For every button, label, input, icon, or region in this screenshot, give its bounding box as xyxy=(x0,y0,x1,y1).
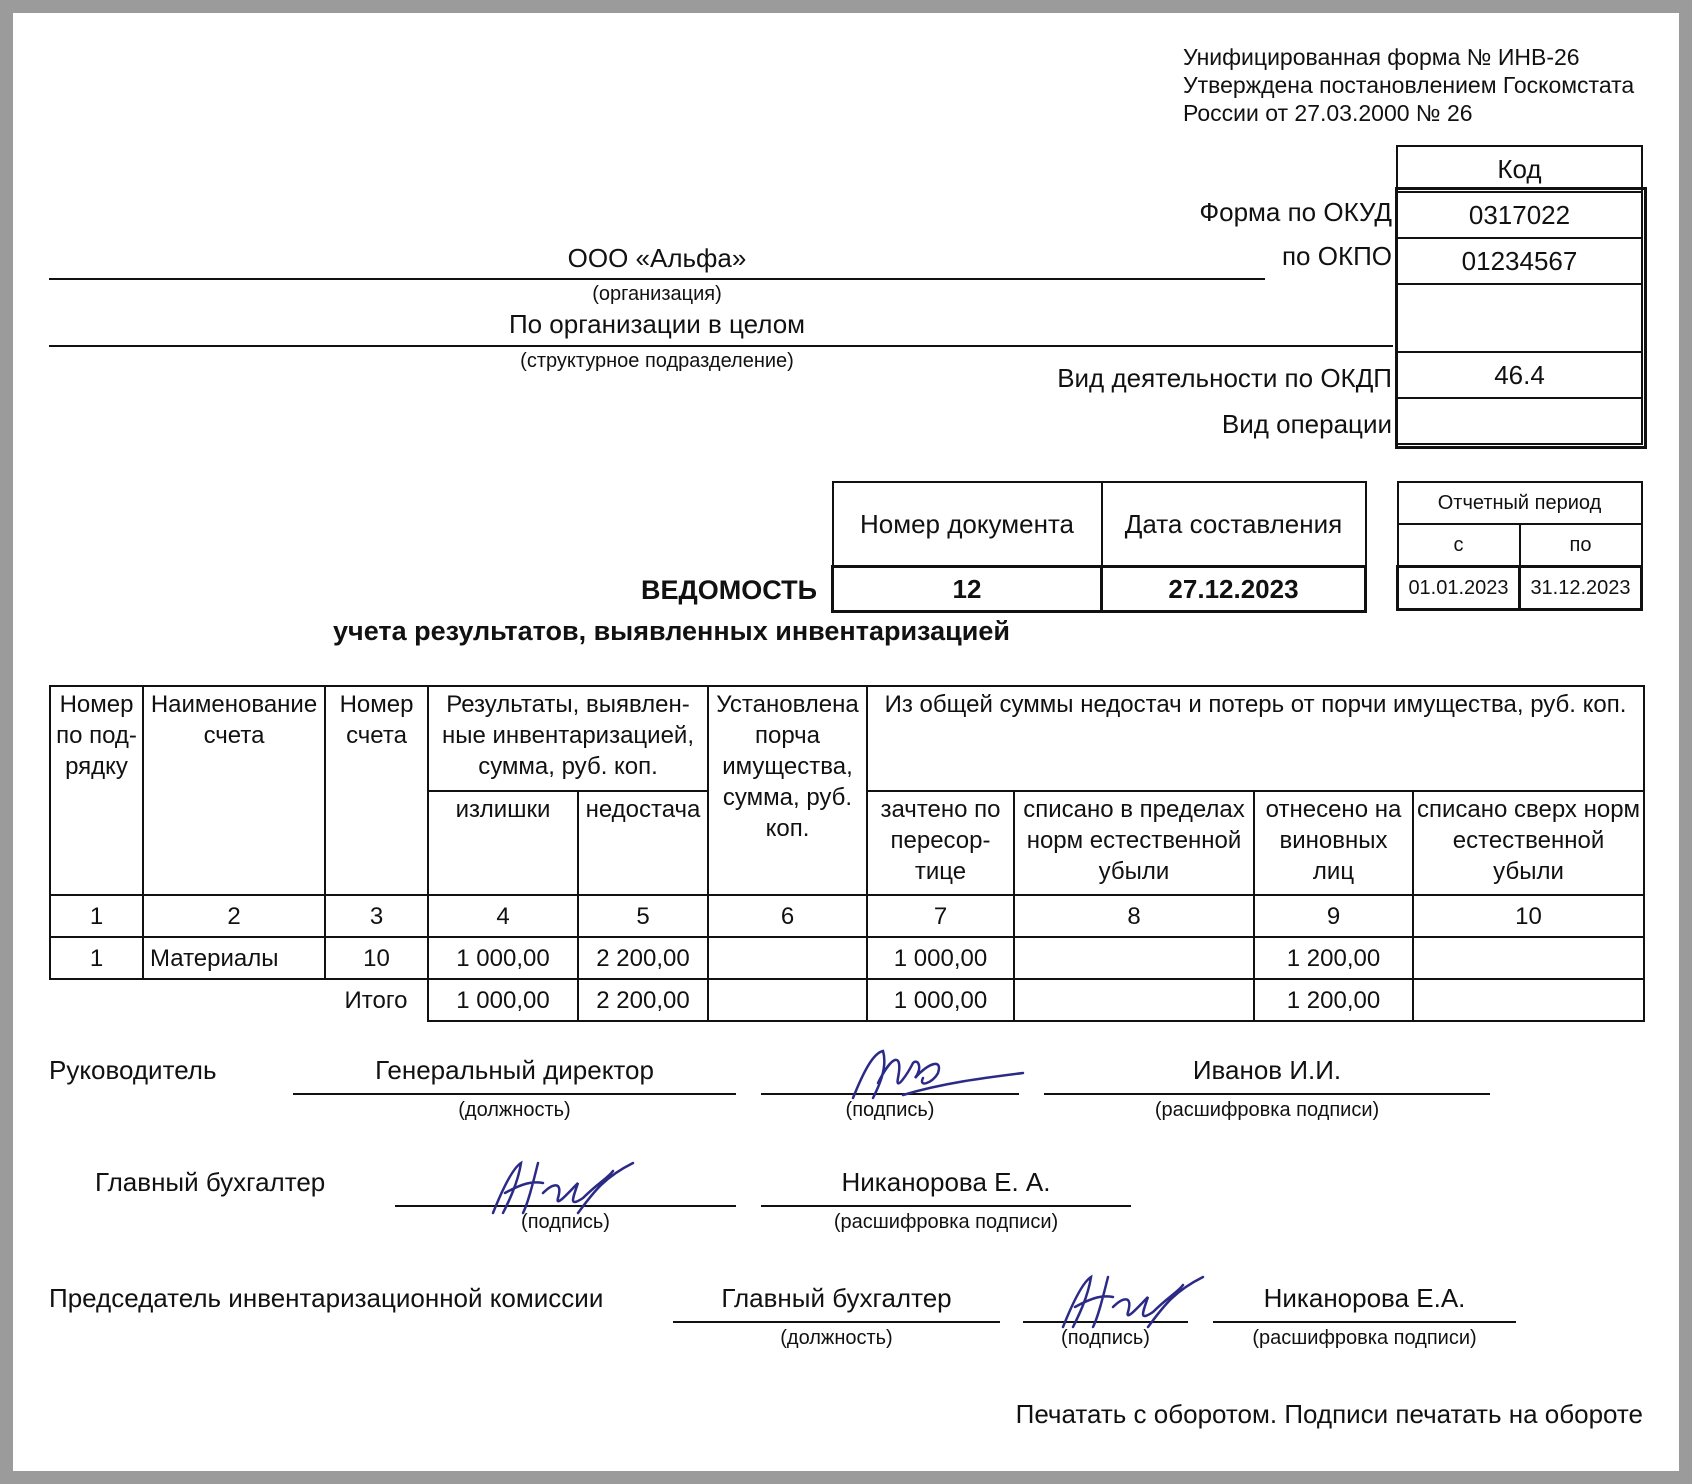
table-row xyxy=(50,937,1644,979)
period-label: Отчетный период xyxy=(1398,482,1642,524)
head-position: Генеральный директор xyxy=(375,1055,654,1085)
header-col-3: Номер счета xyxy=(325,686,428,895)
organization-caption: (организация) xyxy=(592,283,722,305)
commission-chair-position-line xyxy=(673,1321,1000,1323)
row-culprits: 1 200,00 xyxy=(1254,937,1413,979)
column-number: 9 xyxy=(1254,895,1413,937)
header-col-5: недостача xyxy=(578,791,708,895)
codes-table xyxy=(1396,145,1643,445)
head-signature-image xyxy=(843,1043,1033,1113)
total-culprits: 1 200,00 xyxy=(1254,979,1413,1021)
total-empty-2 xyxy=(143,979,325,1021)
column-number: 8 xyxy=(1014,895,1254,937)
row-within-norms xyxy=(1014,937,1254,979)
row-account-name: Материалы xyxy=(143,937,325,979)
footer-note: Печатать с оборотом. Подписи печатать на обороте xyxy=(1015,1399,1643,1429)
total-surplus: 1 000,00 xyxy=(428,979,578,1021)
row-number: 1 xyxy=(50,937,143,979)
form-header-line3: России от 27.03.2000 № 26 xyxy=(1183,100,1473,126)
doc-date-label: Дата составления xyxy=(1102,482,1366,567)
form-header-line2: Утверждена постановлением Госкомстата xyxy=(1183,72,1635,98)
column-number: 10 xyxy=(1413,895,1644,937)
total-damage xyxy=(708,979,867,1021)
document-title: ВЕДОМОСТЬ xyxy=(641,575,817,605)
period-to-value: 31.12.2023 xyxy=(1520,567,1642,610)
okpo-label: по ОКПО xyxy=(1281,241,1392,271)
head-position-line xyxy=(293,1093,736,1095)
commission-chair-label: Председатель инвентаризационной комиссии xyxy=(49,1283,604,1313)
total-empty-1 xyxy=(50,979,143,1021)
okud-value: 0317022 xyxy=(1397,192,1642,238)
operation-value xyxy=(1397,398,1642,444)
total-label: Итого xyxy=(325,979,428,1021)
division-line xyxy=(49,345,1393,347)
okdp-value: 46.4 xyxy=(1397,352,1642,398)
row-account-number: 10 xyxy=(325,937,428,979)
commission-chair-signature-image xyxy=(1053,1267,1213,1337)
column-number: 4 xyxy=(428,895,578,937)
column-number: 2 xyxy=(143,895,325,937)
okud-label: Форма по ОКУД xyxy=(1199,197,1392,227)
head-label: Руководитель xyxy=(49,1055,217,1085)
row-surplus: 1 000,00 xyxy=(428,937,578,979)
column-number: 1 xyxy=(50,895,143,937)
chief-accountant-label: Главный бухгалтер xyxy=(95,1167,326,1197)
total-regrading: 1 000,00 xyxy=(867,979,1014,1021)
doc-number-label: Номер документа xyxy=(833,482,1102,567)
period-to-label: по xyxy=(1520,524,1642,567)
header-col-10: списано сверх норм естественной убыли xyxy=(1413,791,1644,895)
chief-accountant-signature-image xyxy=(483,1153,643,1223)
reporting-period-table xyxy=(1396,481,1643,611)
chief-accountant-name-caption: (расшифровка подписи) xyxy=(833,1211,1059,1233)
total-shortage: 2 200,00 xyxy=(578,979,708,1021)
header-col-2: Наименование счета xyxy=(143,686,325,895)
form-header xyxy=(1183,43,1634,127)
document-page xyxy=(13,13,1679,1471)
results-table xyxy=(49,685,1645,1022)
head-name-line xyxy=(1044,1093,1490,1095)
head-name-caption: (расшифровка подписи) xyxy=(1154,1099,1380,1121)
form-header-line1: Унифицированная форма № ИНВ-26 xyxy=(1183,44,1580,70)
head-name: Иванов И.И. xyxy=(1192,1055,1342,1085)
header-col-8: списано в пределах норм естественной убыли xyxy=(1014,791,1254,895)
chief-accountant-name-line xyxy=(761,1205,1131,1207)
header-col-7: зачтено по пересор-тице xyxy=(867,791,1014,895)
doc-date-value: 27.12.2023 xyxy=(1102,567,1366,612)
division-name: По организации в целом xyxy=(508,309,806,339)
total-above-norms xyxy=(1413,979,1644,1021)
column-number: 7 xyxy=(867,895,1014,937)
column-number: 5 xyxy=(578,895,708,937)
commission-chair-signature-caption: (подпись) xyxy=(1061,1327,1150,1349)
header-col-7-10: Из общей суммы недостач и потерь от порчи имущества, руб. коп. xyxy=(867,686,1644,791)
head-position-caption: (должность) xyxy=(458,1099,571,1121)
chief-accountant-name: Никанорова Е. А. xyxy=(841,1167,1051,1197)
doc-number-value: 12 xyxy=(833,567,1102,612)
operation-label: Вид операции xyxy=(1221,409,1392,439)
total-within-norms xyxy=(1014,979,1254,1021)
header-col-4: излишки xyxy=(428,791,578,895)
division-caption: (структурное подразделение) xyxy=(520,350,794,372)
header-col-4-5: Результаты, выявлен-ные инвентаризацией, сумма, руб. коп. xyxy=(428,686,708,791)
header-col-9: отнесено на виновных лиц xyxy=(1254,791,1413,895)
column-number: 6 xyxy=(708,895,867,937)
period-from-value: 01.01.2023 xyxy=(1398,567,1520,610)
head-signature-caption: (подпись) xyxy=(845,1099,935,1121)
organization-line xyxy=(49,278,1265,280)
document-subtitle: учета результатов, выявленных инвентаризацией xyxy=(333,616,1010,646)
commission-chair-name-line xyxy=(1213,1321,1516,1323)
header-col-6: Установлена порча имущества, сумма, руб. коп. xyxy=(708,686,867,895)
document-number-table xyxy=(831,481,1367,613)
row-regrading: 1 000,00 xyxy=(867,937,1014,979)
commission-chair-position: Главный бухгалтер xyxy=(721,1283,952,1313)
commission-chair-name: Никанорова Е.А. xyxy=(1263,1283,1466,1313)
chief-accountant-signature-caption: (подпись) xyxy=(521,1211,610,1233)
blank-code-value xyxy=(1397,284,1642,352)
row-shortage: 2 200,00 xyxy=(578,937,708,979)
column-number: 3 xyxy=(325,895,428,937)
commission-chair-name-caption: (расшифровка подписи) xyxy=(1252,1327,1477,1349)
row-damage xyxy=(708,937,867,979)
commission-chair-position-caption: (должность) xyxy=(780,1327,893,1349)
period-from-label: с xyxy=(1398,524,1520,567)
kod-label: Код xyxy=(1397,146,1642,192)
organization-name: ООО «Альфа» xyxy=(567,243,747,273)
total-row xyxy=(50,979,1644,1021)
okpo-value: 01234567 xyxy=(1397,238,1642,284)
header-col-1: Номер по под-рядку xyxy=(50,686,143,895)
okdp-label: Вид деятельности по ОКДП xyxy=(1057,363,1392,393)
row-above-norms xyxy=(1413,937,1644,979)
